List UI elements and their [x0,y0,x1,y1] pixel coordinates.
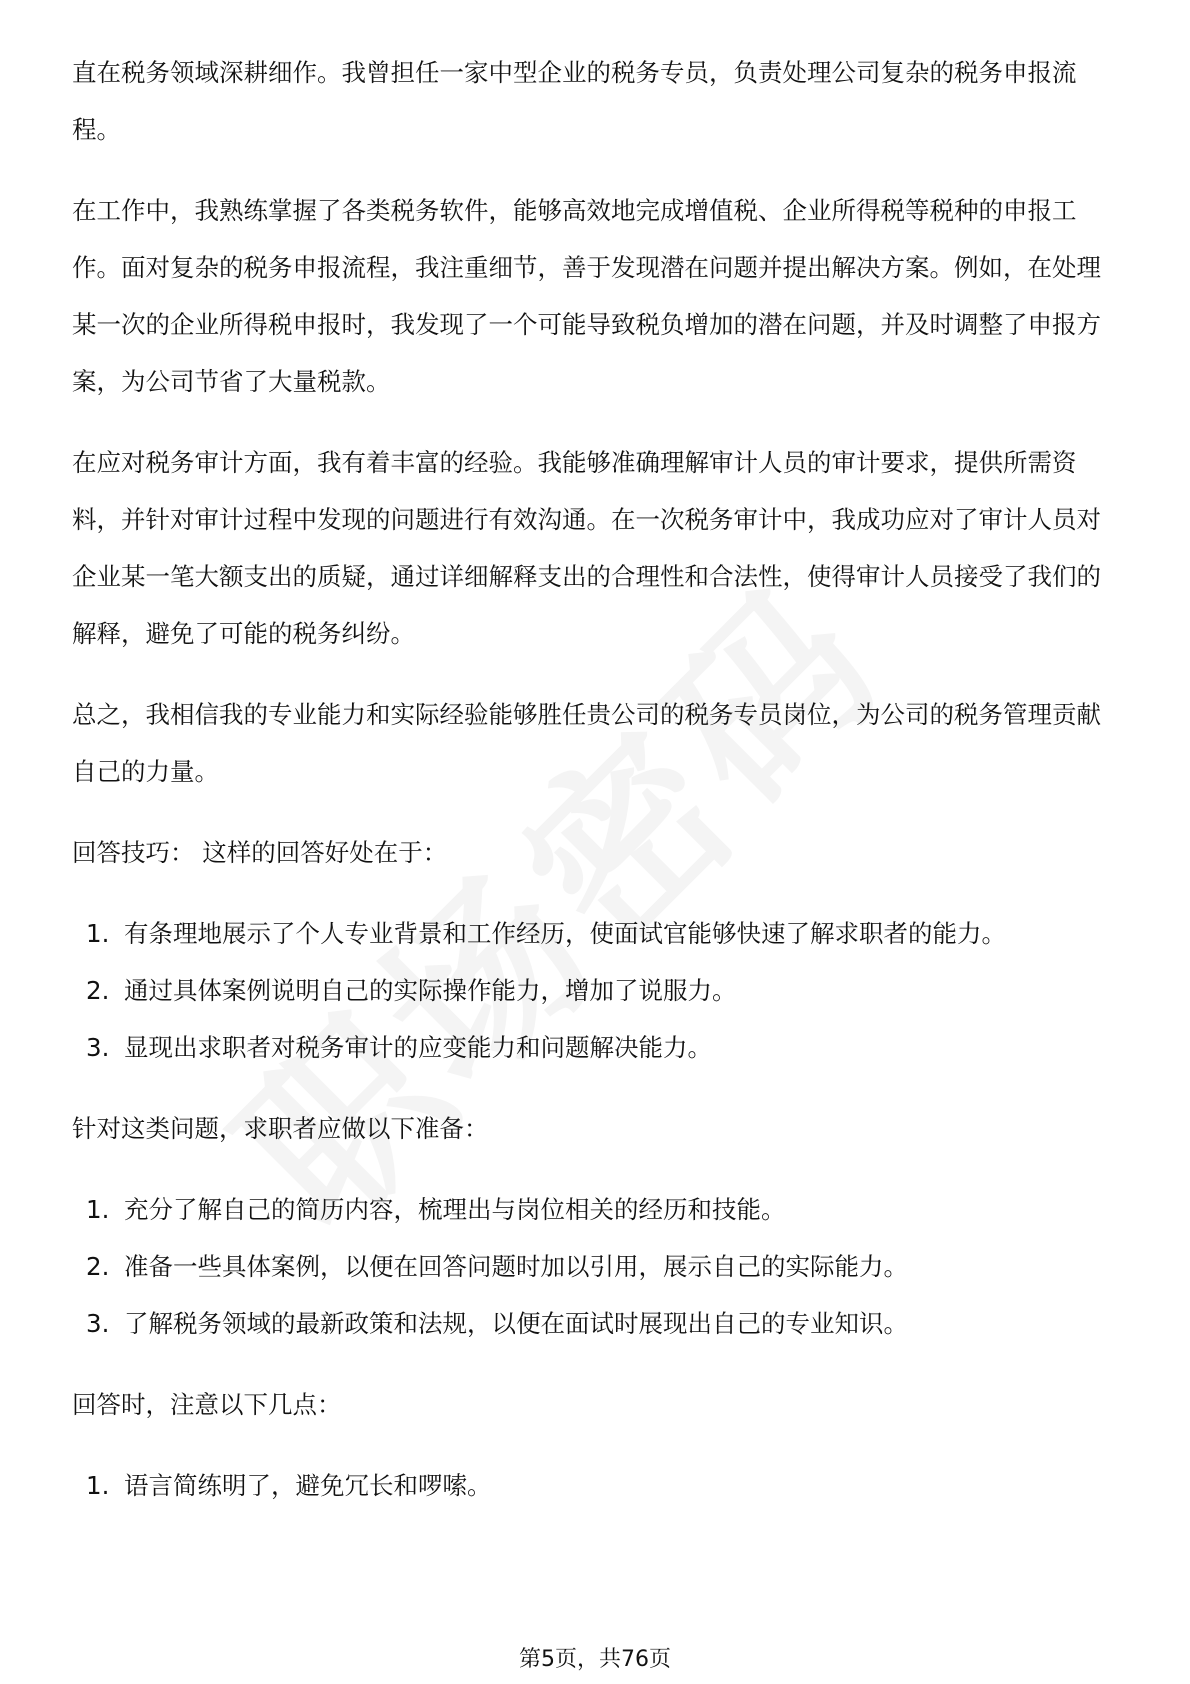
list-number: 2. [86,1252,110,1281]
list-item-text: 了解税务领域的最新政策和法规，以便在面试时展现出自己的专业知识。 [124,1309,908,1338]
list-item [72,1238,1122,1295]
paragraph: 在工作中，我熟练掌握了各类税务软件，能够高效地完成增值税、企业所得税等税种的申报工作。面对复杂的税务申报流程，我注重细节，善于发现潜在问题并提出解决方案。例如，在处理某一次的企业所得税申报时，我发现了一个可能导致税负增加的潜在问题，并及时调整了申报方案，为公司节省了大量税款。 [72,196,1101,396]
list-item-text: 通过具体案例说明自己的实际操作能力，增加了说服力。 [124,976,737,1005]
tips-list [72,905,1122,1076]
paragraph: 在应对税务审计方面，我有着丰富的经验。我能够准确理解审计人员的审计要求，提供所需资料，并针对审计过程中发现的问题进行有效沟通。在一次税务审计中，我成功应对了审计人员对企业某一笔大额支出的质疑，通过详细解释支出的合理性和合法性，使得审计人员接受了我们的解释，避免了可能的税务纠纷。 [72,448,1101,648]
list-item [72,1181,1122,1238]
list-item [72,962,1122,1019]
list-number: 3. [86,1033,110,1062]
list-item-text: 充分了解自己的简历内容，梳理出与岗位相关的经历和技能。 [124,1195,786,1224]
paragraph: 总之，我相信我的专业能力和实际经验能够胜任贵公司的税务专员岗位，为公司的税务管理贡献自己的力量。 [72,700,1101,786]
list-number: 2. [86,976,110,1005]
paragraph: 直在税务领域深耕细作。我曾担任一家中型企业的税务专员，负责处理公司复杂的税务申报流程。 [72,58,1077,144]
list-number: 3. [86,1309,110,1338]
list-item [72,1295,1122,1352]
prep-list [72,1181,1122,1352]
prep-heading: 针对这类问题，求职者应做以下准备： [72,1114,489,1143]
list-item [72,905,1122,962]
list-item [72,1457,1122,1514]
list-item-text: 准备一些具体案例，以便在回答问题时加以引用，展示自己的实际能力。 [124,1252,908,1281]
notes-list [72,1457,1122,1514]
list-item-text: 显现出求职者对税务审计的应变能力和问题解决能力。 [124,1033,712,1062]
list-item [72,1019,1122,1076]
list-number: 1. [86,1471,110,1500]
list-number: 1. [86,1195,110,1224]
page-footer: 第5页，共76页 [519,1647,671,1672]
list-item-text: 语言简练明了，避免冗长和啰嗦。 [124,1471,492,1500]
document-body [72,44,1122,1538]
list-number: 1. [86,919,110,948]
list-item-text: 有条理地展示了个人专业背景和工作经历，使面试官能够快速了解求职者的能力。 [124,919,1006,948]
notes-heading: 回答时，注意以下几点： [72,1390,342,1419]
tips-heading: 回答技巧： 这样的回答好处在于： [72,838,448,867]
